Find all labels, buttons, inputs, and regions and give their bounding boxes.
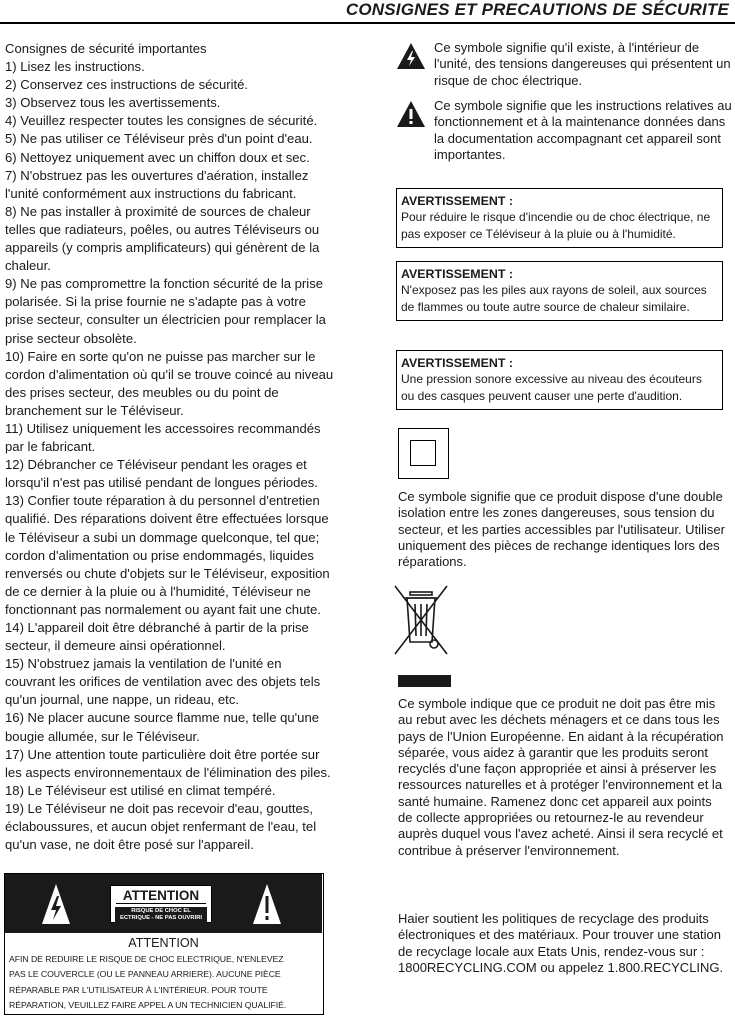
double-insulation-icon xyxy=(398,428,449,479)
header-bar xyxy=(0,0,735,24)
lightning-symbol-row xyxy=(396,40,730,98)
instruction-line: par le fabricant. xyxy=(5,439,96,455)
attention-label xyxy=(110,885,212,923)
attention-heading: ATTENTION xyxy=(128,936,199,950)
instruction-line: prise secteur, consulter un électricien pour remplacer la xyxy=(5,312,326,328)
symbols-section xyxy=(396,40,730,168)
instruction-line: 12) Débrancher ce Téléviseur pendant les orages et xyxy=(5,457,307,473)
instruction-line: 13) Confier toute réparation à du personnel d'entretien xyxy=(5,493,320,509)
instruction-line: 3) Observez tous les avertissements. xyxy=(5,95,221,111)
crossed-bin-icon xyxy=(391,580,451,660)
instruction-line: 15) N'obstruez jamais la ventilation de l'unité en xyxy=(5,656,282,672)
instruction-line: chaleur. xyxy=(5,258,51,274)
instruction-line: 9) Ne pas compromettre la fonction sécurité de la prise xyxy=(5,276,324,292)
attention-header xyxy=(5,874,322,933)
warning-text: N'exposez pas les piles aux rayons de soleil, aux sources de flammes ou toute autre source de chaleur similaire. xyxy=(401,283,707,314)
instruction-line: l'unité conformément aux instructions du fabricant. xyxy=(5,185,297,201)
attention-label-sub xyxy=(115,907,207,924)
instruction-line: polarisée. Si la prise fournie ne s'adapte pas à votre xyxy=(5,294,306,310)
instruction-line: éclaboussures, et aucun objet renfermant de l'eau, tel xyxy=(5,819,317,835)
exclamation-symbol-text: Ce symbole signifie que les instructions relatives au fonctionnement et à la maintenance données dans la documentation accompagnant cet appareil sont importantes. xyxy=(434,98,732,163)
instruction-line: 1) Lisez les instructions. xyxy=(5,59,145,75)
warning-box xyxy=(396,350,723,410)
instruction-line: 7) N'obstruez pas les ouvertures d'aération, installez xyxy=(5,167,309,183)
warning-text: Pour réduire le risque d'incendie ou de choc électrique, ne pas exposer ce Téléviseur à la pluie ou à l'humidité. xyxy=(401,210,711,241)
instruction-line: 5) Ne pas utiliser ce Téléviseur près d'un point d'eau. xyxy=(5,131,313,147)
instruction-line: lorsqu'il n'est pas utilisé pendant de longues périodes. xyxy=(5,475,318,491)
instruction-line: cordon d'alimentation où qu'il se trouve coincé au niveau xyxy=(5,366,334,382)
instruction-line: 16) Ne placer aucune source flamme nue, telle qu'une xyxy=(5,710,320,726)
double-insulation-inner-square xyxy=(410,440,436,466)
attention-text-line: AFIN DE REDUIRE LE RISQUE DE CHOC ELECTRIQUE, N'ENLEVEZ xyxy=(9,954,284,964)
instruction-line: secteur, il demeure ainsi opérationnel. xyxy=(5,638,226,654)
instruction-line: 8) Ne pas installer à proximité de sources de chaleur xyxy=(5,203,311,219)
attention-text-line: RÉPARABLE PAR L'UTILISATEUR À L'INTÉRIEUR. POUR TOUTE xyxy=(9,984,268,995)
attention-text xyxy=(9,952,321,1013)
attention-text-line: RÉPARATION, VEUILLEZ FAIRE APPEL A UN TECHNICIEN QUALIFIÉ. xyxy=(9,999,287,1010)
instruction-line: qu'un journal, une nappe, un rideau, etc. xyxy=(5,692,239,708)
instruction-line: prise secteur obsolète. xyxy=(5,330,137,346)
instruction-line: 2) Conservez ces instructions de sécurité. xyxy=(5,77,249,93)
instruction-line: renversés ou chute d'objets sur le Téléviseur, exposition xyxy=(5,565,330,581)
instructions-title: Consignes de sécurité importantes xyxy=(5,41,207,56)
instruction-line: 18) Le Téléviseur est utilisé en climat tempéré. xyxy=(5,782,276,798)
exclamation-symbol-row xyxy=(396,98,730,168)
instruction-line: 6) Nettoyez uniquement avec un chiffon doux et sec. xyxy=(5,149,310,165)
instruction-line: de ce dernier à la pluie ou à l'humidité, Téléviseur ne xyxy=(5,583,311,599)
instruction-line: 17) Une attention toute particulière doit être portée sur xyxy=(5,746,320,762)
instruction-line: 11) Utilisez uniquement les accessoires recommandés xyxy=(5,420,321,436)
instruction-line: bougie allumée, sur le Téléviseur. xyxy=(5,728,200,744)
lightning-symbol-text: Ce symbole signifie qu'il existe, à l'intérieur de l'unité, des tensions dangereuses qui présentent un risque de choc électrique. xyxy=(434,40,731,88)
instruction-line: 19) Le Téléviseur ne doit pas recevoir d'eau, gouttes, xyxy=(5,800,313,816)
instruction-line: fonctionnant pas normalement ou ayant fait une chute. xyxy=(5,601,321,617)
warning-text: Une pression sonore excessive au niveau des écouteurs ou des casques peuvent causer une perte d'audition. xyxy=(401,372,702,403)
instruction-line: qualifié. Des réparations doivent être effectuées lorsque xyxy=(5,511,329,527)
warning-title: AVERTISSEMENT : xyxy=(401,356,513,370)
attention-label-sub-line: ECTRIQUE - NE PAS OUVRIRI xyxy=(119,915,203,922)
exclamation-triangle-icon xyxy=(396,100,426,128)
instruction-line: appareils (y compris amplificateurs) qui génèrent de la xyxy=(5,240,320,256)
instruction-line: cordon d'alimentation ou prise endommagés, liquides xyxy=(5,547,314,563)
exclamation-triangle-icon xyxy=(252,882,282,926)
page-title: CONSIGNES ET PRECAUTIONS DE SÉCURITE xyxy=(345,0,729,19)
attention-label-title: ATTENTION xyxy=(116,888,206,904)
weee-text: Ce symbole indique que ce produit ne doit pas être mis au rebut avec les déchets ménagers et ce dans tous les pays de l'Union Européenne. En aidant à la récupération séparée, vous aidez à garantir que les produits seront recyclés d'une façon appropriée et ainsi à préserver les ressources naturelles et à protéger l'environnement et la santé humaine. Ramenez donc cet appareil aux points de collecte appropriées ou retournez-le au revendeur auprès duquel vous l'avez acheté. Ainsi il sera recyclé et contribue à préserver l'environnement. xyxy=(398,696,724,858)
double-insulation-text: Ce symbole signifie que ce produit dispose d'une double isolation entre les zones dangereuses, sous tension du secteur, et les parties accessibles par l'utilisateur. Utiliser uniquement des pièces de rechange identiques lors des réparations. xyxy=(398,489,725,570)
instruction-line: des prises secteur, des meubles ou du point de xyxy=(5,384,279,400)
safety-instructions xyxy=(5,40,357,854)
instruction-line: branchement sur le Téléviseur. xyxy=(5,402,184,418)
attention-panel xyxy=(4,873,324,1015)
lightning-triangle-icon xyxy=(396,42,426,70)
warning-title: AVERTISSEMENT : xyxy=(401,194,513,208)
instruction-line: qu'un vase, ne doit être posé sur l'appareil. xyxy=(5,837,254,853)
attention-text-line: PAS LE COUVERCLE (OU LE PANNEAU ARRIERE). AUCUNE PIÈCE xyxy=(9,969,281,980)
recycling-text: Haier soutient les politiques de recyclage des produits électroniques et des matériaux. Pour trouver une station de recyclage locale aux Etats Unis, rendez-vous sur : 1800RECYCLING.COM ou appelez 1.800.RECYCLING. xyxy=(398,911,724,975)
lightning-triangle-icon xyxy=(41,882,71,926)
instruction-line: couvrant les orifices de ventilation avec des objets tels xyxy=(5,674,321,690)
warning-box xyxy=(396,188,723,248)
instruction-line: telles que radiateurs, poêles, ou autres Téléviseurs ou xyxy=(5,221,320,237)
warning-title: AVERTISSEMENT : xyxy=(401,267,513,281)
warning-box xyxy=(396,261,723,321)
instruction-line: 4) Veuillez respecter toutes les consignes de sécurité. xyxy=(5,113,318,129)
attention-label-sub-line: RISQUE DE CHOC EL xyxy=(131,908,191,914)
instruction-line: 14) L'appareil doit être débranché à partir de la prise xyxy=(5,620,309,635)
instruction-line: le Téléviseur a subi un dommage quelconque, tel que; xyxy=(5,529,320,545)
instruction-line: 10) Faire en sorte qu'on ne puisse pas marcher sur le xyxy=(5,348,316,364)
weee-black-bar xyxy=(398,675,451,687)
instruction-line: les aspects environnementaux de l'élimination des piles. xyxy=(5,764,331,780)
